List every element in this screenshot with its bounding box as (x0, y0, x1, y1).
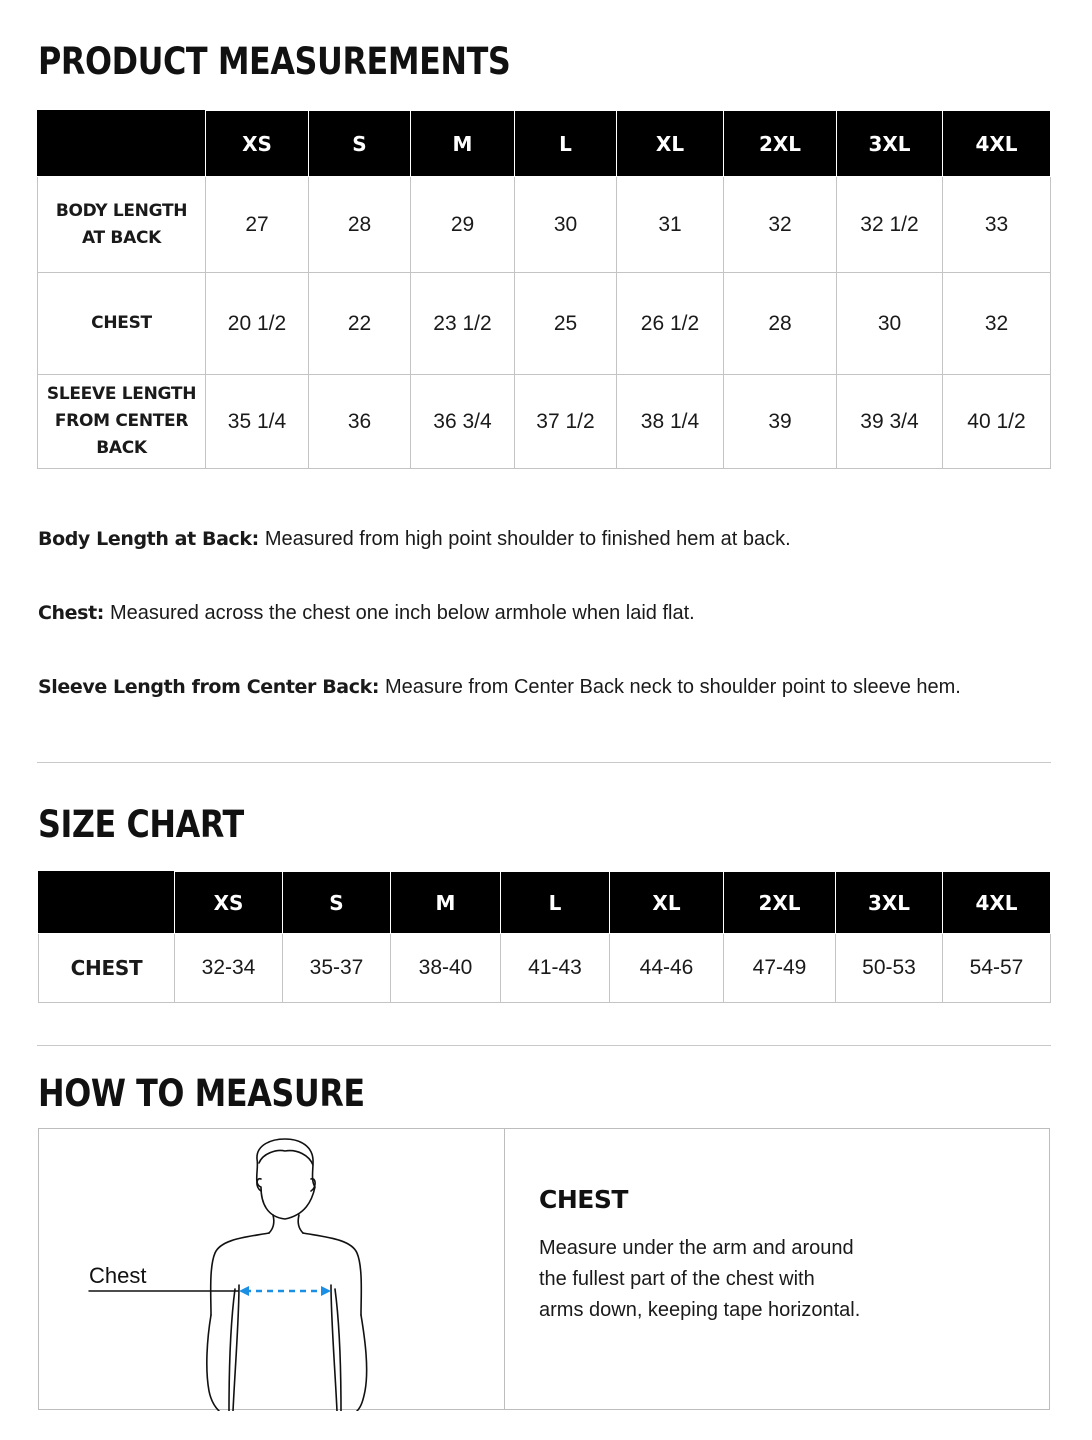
table-cell: 29 (411, 177, 515, 273)
table-cell: 44-46 (610, 934, 724, 1003)
table-cell: 32 1/2 (837, 177, 943, 273)
row-label: CHEST (39, 934, 175, 1003)
definition-term: Chest: (38, 602, 104, 624)
table-cell: 39 3/4 (837, 375, 943, 469)
definition-item (38, 676, 961, 699)
chest-heading: CHEST (539, 1185, 628, 1214)
table-cell: 38-40 (391, 934, 501, 1003)
header-corner (39, 872, 175, 934)
measurement-row (38, 375, 1051, 469)
definition-term: Body Length at Back: (38, 528, 259, 550)
size-chart-row (39, 934, 1051, 1003)
table-cell: 54-57 (943, 934, 1051, 1003)
table-cell: 30 (837, 273, 943, 375)
size-header-l: L (501, 872, 610, 934)
definition-text: Measure from Center Back neck to shoulder point to sleeve hem. (385, 676, 961, 698)
chest-instructions (539, 1233, 879, 1326)
size-header-3xl: 3XL (836, 872, 943, 934)
table-cell: 26 1/2 (617, 273, 724, 375)
size-header-4xl: 4XL (943, 111, 1051, 177)
product-measurements-table (37, 110, 1051, 469)
definition-item (38, 528, 791, 551)
instruction-line: Measure under the arm and around (539, 1237, 854, 1259)
table-cell: 35-37 (283, 934, 391, 1003)
table-cell: 40 1/2 (943, 375, 1051, 469)
panel-divider (504, 1129, 505, 1409)
definition-text: Measured across the chest one inch below armhole when laid flat. (109, 602, 695, 624)
measurement-row (38, 273, 1051, 375)
table-cell: 38 1/4 (617, 375, 724, 469)
row-label (38, 375, 206, 469)
row-label (38, 273, 206, 375)
size-header-s: S (283, 872, 391, 934)
section-divider (37, 1045, 1051, 1046)
row-label-line: AT BACK (81, 227, 161, 248)
size-header-4xl: 4XL (943, 872, 1051, 934)
row-label-line: CHEST (91, 313, 152, 333)
size-header-l: L (515, 111, 617, 177)
instruction-line: the fullest part of the chest with (539, 1268, 815, 1290)
section-divider (37, 762, 1051, 763)
table-cell: 28 (724, 273, 837, 375)
table-cell: 32 (943, 273, 1051, 375)
row-label-line: SLEEVE LENGTH (46, 384, 197, 404)
size-chart-table (38, 871, 1051, 1003)
size-header-row (39, 872, 1051, 934)
size-header-xl: XL (617, 111, 724, 177)
size-header-xl: XL (610, 872, 724, 934)
definition-item (38, 602, 695, 625)
table-cell: 36 (309, 375, 411, 469)
table-cell: 47-49 (724, 934, 836, 1003)
header-corner (38, 111, 206, 177)
definition-text: Measured from high point shoulder to finished hem at back. (264, 528, 791, 550)
table-cell: 23 1/2 (411, 273, 515, 375)
table-cell: 37 1/2 (515, 375, 617, 469)
table-cell: 30 (515, 177, 617, 273)
instruction-line: arms down, keeping tape horizontal. (539, 1299, 861, 1321)
table-cell: 50-53 (836, 934, 943, 1003)
size-chart-title: SIZE CHART (38, 803, 244, 846)
size-header-m: M (391, 872, 501, 934)
size-header-m: M (411, 111, 515, 177)
how-to-measure-panel (38, 1128, 1050, 1410)
table-cell: 25 (515, 273, 617, 375)
product-measurements-title: PRODUCT MEASUREMENTS (38, 40, 511, 83)
table-cell: 28 (309, 177, 411, 273)
table-cell: 22 (309, 273, 411, 375)
table-cell: 32 (724, 177, 837, 273)
table-cell: 32-34 (175, 934, 283, 1003)
table-cell: 20 1/2 (206, 273, 309, 375)
size-header-s: S (309, 111, 411, 177)
measurement-row (38, 177, 1051, 273)
size-header-xs: XS (175, 872, 283, 934)
row-label (38, 177, 206, 273)
figure-chest-label: Chest (89, 1263, 147, 1288)
table-cell: 31 (617, 177, 724, 273)
size-header-3xl: 3XL (837, 111, 943, 177)
table-cell: 33 (943, 177, 1051, 273)
definition-term: Sleeve Length from Center Back: (38, 676, 380, 698)
table-cell: 35 1/4 (206, 375, 309, 469)
row-label-line: FROM CENTER BACK (54, 411, 189, 458)
table-cell: 39 (724, 375, 837, 469)
size-header-xs: XS (206, 111, 309, 177)
table-cell: 27 (206, 177, 309, 273)
table-cell: 36 3/4 (411, 375, 515, 469)
row-label-line: BODY LENGTH (55, 200, 188, 221)
size-header-2xl: 2XL (724, 111, 837, 177)
table-cell: 41-43 (501, 934, 610, 1003)
size-header-2xl: 2XL (724, 872, 836, 934)
size-header-row (38, 111, 1051, 177)
how-to-measure-title: HOW TO MEASURE (38, 1072, 365, 1115)
